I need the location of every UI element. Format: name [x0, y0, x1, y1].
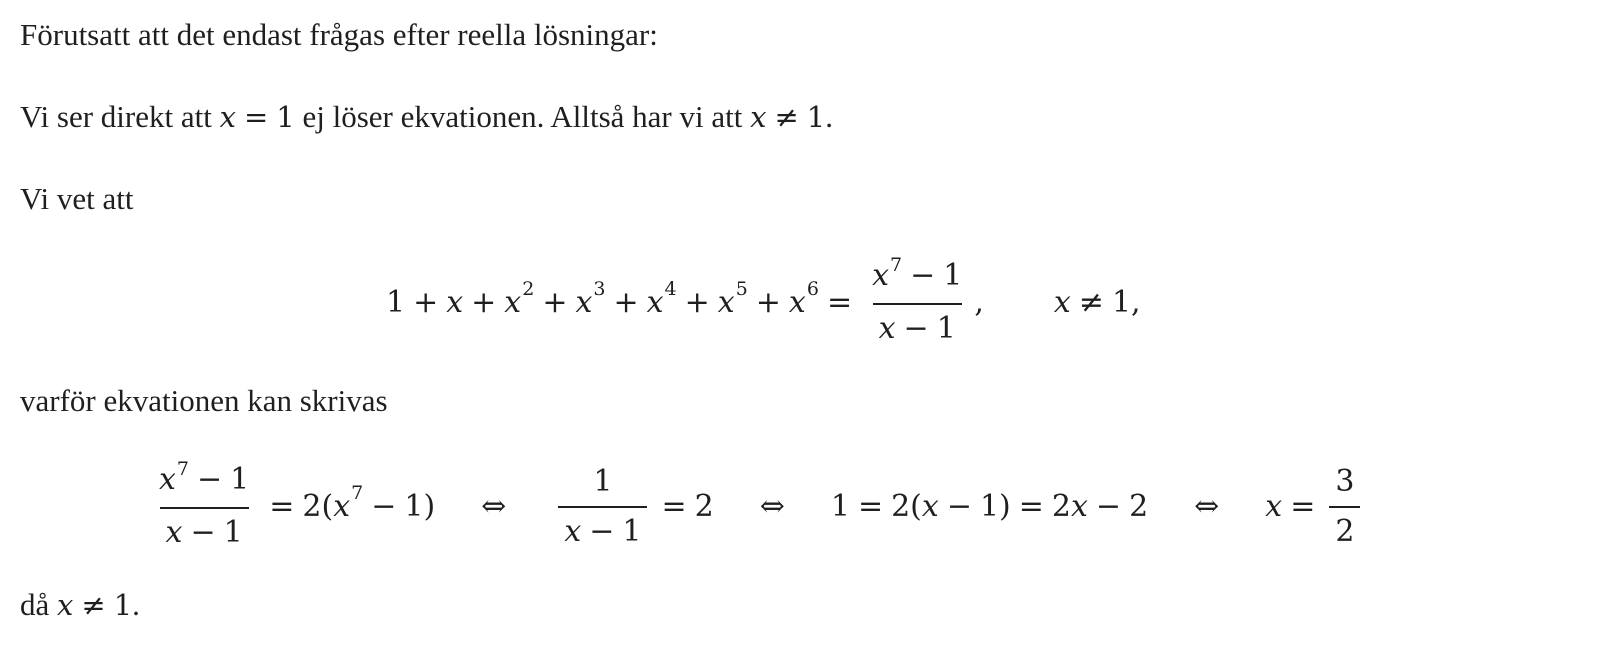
fraction	[1329, 464, 1360, 550]
fraction-denominator	[558, 506, 647, 550]
math-var: x	[446, 285, 464, 320]
fraction	[153, 458, 255, 551]
paragraph-da	[20, 585, 140, 625]
math-inline	[220, 100, 295, 134]
math-op: −	[371, 489, 397, 524]
math-num: 1	[806, 100, 826, 134]
math-num: 1	[943, 258, 963, 293]
paragraph-varfor: varför ekvationen kan skrivas	[20, 383, 388, 418]
paragraph-vi-vet-att: Vi vet att	[20, 181, 134, 216]
math-op: +	[613, 285, 639, 320]
math-num: 2	[1335, 513, 1355, 549]
math-num: 1	[113, 588, 133, 622]
fraction-numerator	[1329, 464, 1360, 506]
math-num: 1	[593, 463, 613, 499]
math-num: 1	[979, 489, 1000, 524]
paragraph-text: då	[20, 587, 58, 622]
math-op: =	[243, 100, 269, 134]
math-var: x	[788, 285, 806, 320]
math-op: =	[857, 489, 884, 524]
fraction-denominator	[1329, 506, 1360, 550]
math-num: 1	[223, 515, 243, 550]
math-var: x	[165, 515, 183, 550]
math-exponent: 5	[735, 277, 748, 300]
math-op: =	[1290, 489, 1316, 524]
math-op: +	[755, 285, 781, 320]
math-op: −	[589, 513, 615, 549]
math-var: x	[219, 100, 236, 134]
paragraph-text: ej löser ekvationen. Alltså har vi att	[294, 99, 751, 134]
math-num: 1	[276, 100, 295, 134]
math-var: x	[750, 100, 767, 134]
math-punct: ,	[1131, 285, 1141, 320]
math-op: +	[542, 285, 568, 320]
math-var: x	[504, 285, 522, 320]
math-var: x	[717, 285, 735, 320]
math-punct: ,	[974, 285, 984, 320]
math-num: 1	[830, 489, 850, 524]
math-exponent: 4	[664, 277, 677, 300]
intro-paragraph: Förutsatt att det endast frågas efter reella lösningar:	[20, 17, 658, 52]
math-var: x	[159, 462, 176, 497]
math-var: x	[57, 588, 74, 622]
iff-arrow: ⇔	[1194, 489, 1220, 524]
math-var: x	[872, 258, 889, 293]
math-paren: (	[910, 489, 922, 524]
math-op: −	[903, 311, 929, 346]
math-exponent: 2	[522, 277, 535, 300]
math-op: −	[946, 489, 972, 524]
math-exponent: 7	[176, 458, 190, 480]
math-inline	[57, 588, 132, 622]
math-var: x	[1265, 489, 1283, 524]
math-num: 1	[622, 513, 642, 549]
math-var: x	[333, 489, 351, 524]
math-inline	[750, 100, 825, 134]
math-num: 2	[1129, 489, 1149, 524]
math-op: =	[661, 489, 687, 524]
math-num: 2	[1051, 489, 1071, 524]
iff-arrow: ⇔	[759, 489, 785, 524]
math-num: 1	[386, 285, 406, 320]
math-num: 1	[1111, 285, 1132, 320]
math-op: −	[910, 258, 936, 293]
math-var: x	[646, 285, 664, 320]
fraction-numerator	[866, 254, 968, 303]
math-var: x	[575, 285, 593, 320]
fraction-denominator	[160, 507, 249, 551]
iff-arrow: ⇔	[481, 489, 507, 524]
math-num: 2	[891, 489, 911, 524]
equation-solution-chain	[147, 458, 1366, 551]
math-var: x	[564, 513, 582, 549]
fraction	[866, 254, 968, 347]
math-op: +	[413, 285, 439, 320]
math-op: =	[826, 285, 853, 320]
math-op: ≠	[1078, 285, 1104, 320]
paragraph-text: Vi ser direkt att	[20, 99, 220, 134]
paragraph-text: .	[825, 99, 833, 134]
math-op: −	[190, 515, 216, 550]
paragraph-text: .	[132, 587, 140, 622]
math-num: 1	[936, 311, 956, 346]
math-var: x	[878, 311, 896, 346]
math-var: x	[921, 489, 939, 524]
fraction-numerator	[587, 464, 618, 506]
math-var: x	[1053, 285, 1071, 320]
paragraph-x-not-one	[20, 97, 833, 137]
math-op: −	[1095, 489, 1122, 524]
math-var: x	[1071, 489, 1088, 524]
math-op: +	[471, 285, 497, 320]
math-exponent: 6	[806, 277, 819, 300]
math-num: 1	[230, 462, 250, 497]
fraction-numerator	[153, 458, 255, 507]
math-op: ≠	[81, 588, 106, 622]
math-exponent: 7	[351, 481, 364, 504]
fraction	[558, 464, 647, 550]
math-exponent: 7	[890, 254, 903, 276]
math-paren: )	[423, 489, 436, 524]
equation-geometric-sum	[386, 254, 1141, 347]
math-op: +	[684, 285, 710, 320]
math-paren: )	[999, 489, 1011, 524]
math-num: 1	[404, 489, 424, 524]
math-op: ≠	[774, 100, 799, 134]
math-num: 2	[694, 489, 714, 524]
fraction-denominator	[873, 303, 962, 347]
math-op: =	[269, 489, 295, 524]
math-op: =	[1018, 489, 1044, 524]
math-paren: (	[321, 489, 334, 524]
math-num: 2	[302, 489, 322, 524]
math-num: 3	[1335, 463, 1355, 499]
math-exponent: 3	[593, 277, 606, 300]
math-op: −	[197, 462, 223, 497]
